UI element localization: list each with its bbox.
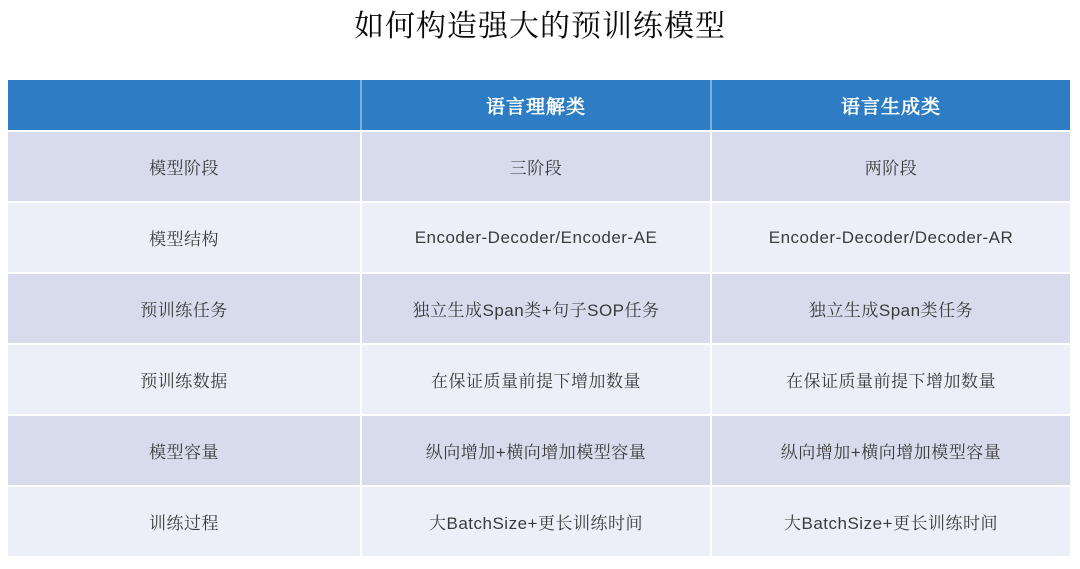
header-cell-label [8, 80, 362, 130]
generation-cell: 纵向增加+横向增加模型容量 [712, 414, 1070, 485]
row-label-cell: 训练过程 [8, 485, 362, 556]
row-label-cell: 预训练数据 [8, 343, 362, 414]
generation-cell: 在保证质量前提下增加数量 [712, 343, 1070, 414]
table-row [8, 201, 1070, 272]
table-row [8, 485, 1070, 556]
understanding-cell: 独立生成Span类+句子SOP任务 [362, 272, 712, 343]
page-title: 如何构造强大的预训练模型 [354, 10, 726, 43]
header-cell-generation: 语言生成类 [712, 80, 1070, 130]
generation-cell: 独立生成Span类任务 [712, 272, 1070, 343]
table-row [8, 272, 1070, 343]
header-cell-understanding: 语言理解类 [362, 80, 712, 130]
understanding-cell: 大BatchSize+更长训练时间 [362, 485, 712, 556]
generation-cell: Encoder-Decoder/Decoder-AR [712, 201, 1070, 272]
table-header-row [8, 80, 1070, 130]
row-label-cell: 预训练任务 [8, 272, 362, 343]
table-row [8, 343, 1070, 414]
table-row [8, 130, 1070, 201]
understanding-cell: 在保证质量前提下增加数量 [362, 343, 712, 414]
row-label-cell: 模型阶段 [8, 130, 362, 201]
comparison-table [8, 80, 1070, 556]
row-label-cell: 模型容量 [8, 414, 362, 485]
generation-cell: 两阶段 [712, 130, 1070, 201]
row-label-cell: 模型结构 [8, 201, 362, 272]
table-row [8, 414, 1070, 485]
understanding-cell: 纵向增加+横向增加模型容量 [362, 414, 712, 485]
understanding-cell: Encoder-Decoder/Encoder-AE [362, 201, 712, 272]
understanding-cell: 三阶段 [362, 130, 712, 201]
generation-cell: 大BatchSize+更长训练时间 [712, 485, 1070, 556]
